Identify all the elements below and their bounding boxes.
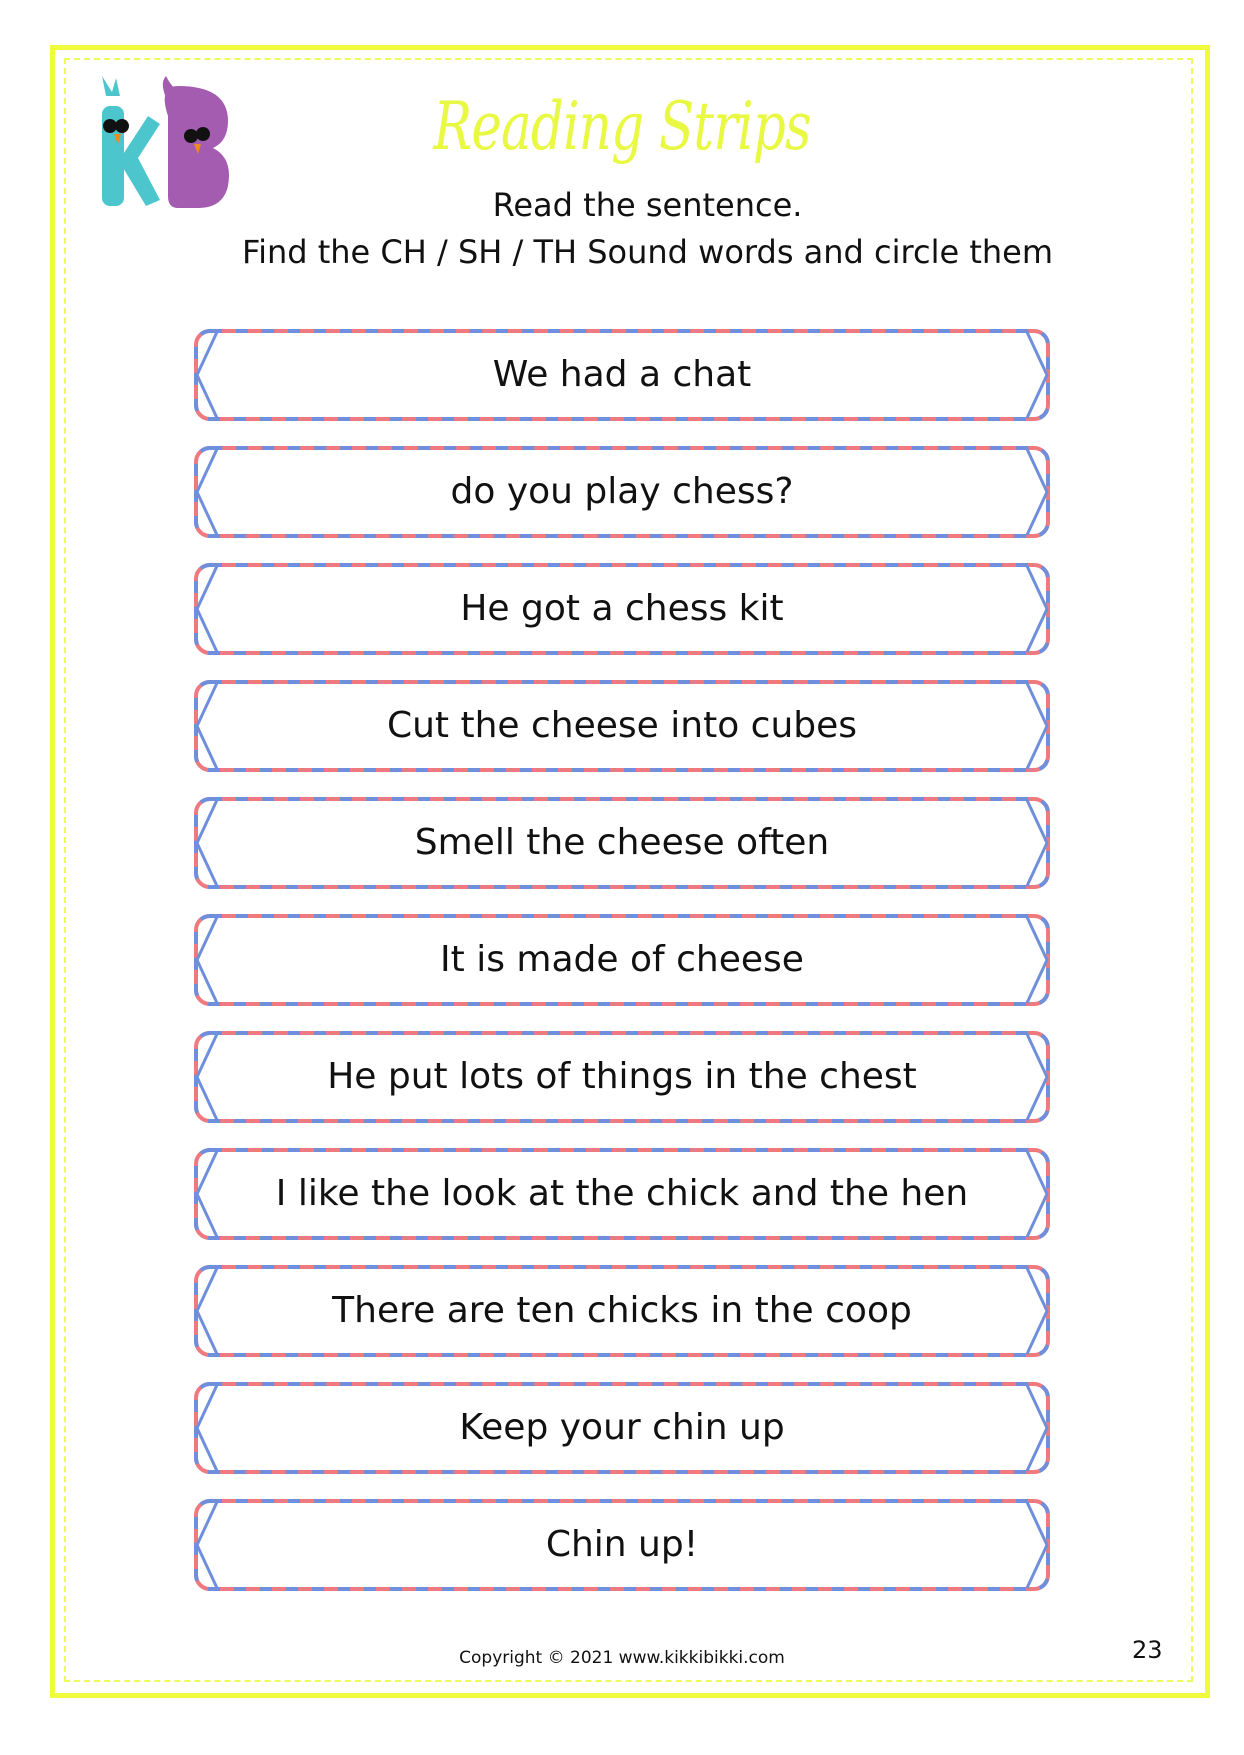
reading-strip	[193, 445, 1051, 539]
reading-strip	[193, 562, 1051, 656]
page-title: Reading Strips	[433, 88, 811, 165]
strip-sentence: He put lots of things in the chest	[327, 1056, 917, 1097]
reading-strip	[193, 1147, 1051, 1241]
strip-sentence: Keep your chin up	[459, 1407, 785, 1448]
reading-strip	[193, 1381, 1051, 1475]
reading-strip	[193, 328, 1051, 422]
strip-sentence: Chin up!	[545, 1524, 699, 1565]
strip-sentence: I like the look at the chick and the hen	[275, 1173, 969, 1214]
reading-strip	[193, 913, 1051, 1007]
instruction-line-2: Find the CH / SH / TH Sound words and circle them	[241, 233, 1053, 271]
strip-sentence: There are ten chicks in the coop	[332, 1290, 912, 1331]
copyright: Copyright © 2021 www.kikkibikki.com	[459, 1648, 785, 1668]
reading-strip	[193, 679, 1051, 773]
strip-sentence: Cut the cheese into cubes	[386, 705, 858, 746]
reading-strip	[193, 1264, 1051, 1358]
strip-sentence: do you play chess?	[450, 471, 794, 512]
instruction-line-1: Read the sentence.	[492, 186, 803, 224]
reading-strip	[193, 796, 1051, 890]
strip-sentence: Smell the cheese often	[414, 822, 830, 863]
page-number: 23	[1132, 1636, 1163, 1664]
reading-strip	[193, 1030, 1051, 1124]
strip-sentence: It is made of cheese	[440, 939, 804, 980]
strip-sentence: He got a chess kit	[460, 588, 784, 629]
reading-strip	[193, 1498, 1051, 1592]
strip-sentence: We had a chat	[492, 354, 752, 395]
